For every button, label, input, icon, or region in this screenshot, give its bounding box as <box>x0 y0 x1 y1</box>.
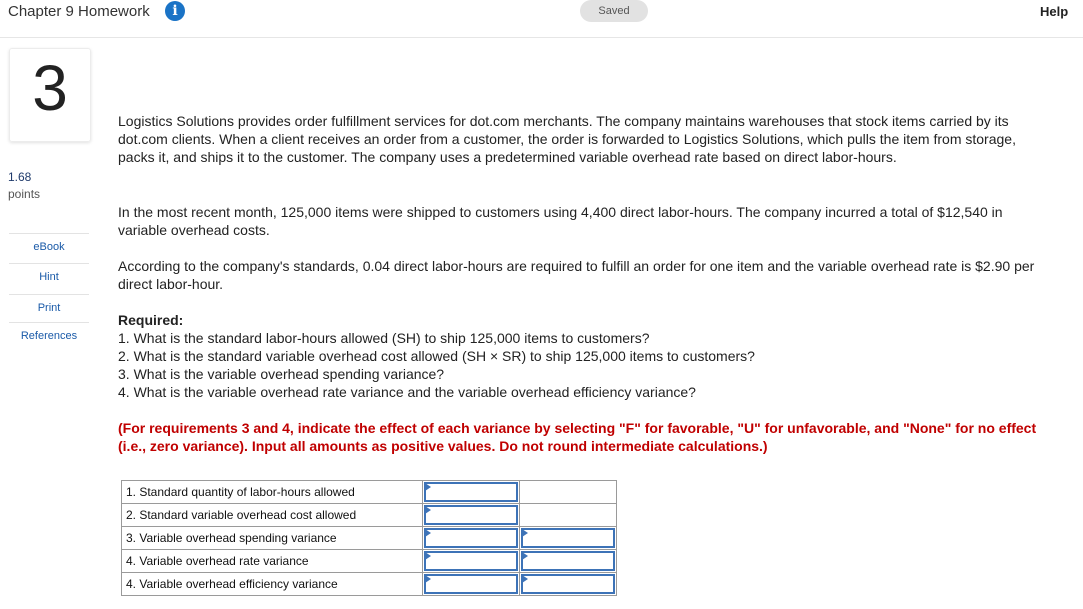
required-item: 4. What is the variable overhead rate variance and the variable overhead efficiency variance? <box>118 384 696 400</box>
row-label: 4. Variable overhead efficiency variance <box>122 573 423 596</box>
required-section <box>118 311 755 401</box>
help-link[interactable]: Help <box>1040 4 1069 19</box>
answer-table <box>121 480 617 596</box>
required-item: 3. What is the variable overhead spending variance? <box>118 366 445 382</box>
hint-button[interactable]: Hint <box>9 263 89 291</box>
instructions-text: (For requirements 3 and 4, indicate the effect of each variance by selecting "F" for favorable, "U" for unfavorable, and "None" for no effect (i.e., zero variance). Input all amounts as positive values. Do not round intermediate calculations.) <box>118 420 1037 454</box>
amount-input[interactable] <box>424 505 518 525</box>
references-button[interactable]: References <box>9 322 89 350</box>
amount-input[interactable] <box>424 528 518 548</box>
top-bar <box>0 0 1083 38</box>
table-row <box>122 504 617 527</box>
saved-status-badge: Saved <box>580 0 648 22</box>
row-label: 1. Standard quantity of labor-hours allowed <box>122 481 423 504</box>
info-icon[interactable]: i <box>165 1 185 21</box>
empty-cell <box>520 504 617 527</box>
amount-input[interactable] <box>424 574 518 594</box>
problem-paragraph-3: According to the company's standards, 0.04 direct labor-hours are required to fulfill an order for one item and the variable overhead rate is $2.90 per direct labor-hour. <box>118 258 1035 292</box>
problem-paragraph-2: In the most recent month, 125,000 items were shipped to customers using 4,400 direct labor-hours. The company incurred a total of $12,540 in variable overhead costs. <box>118 204 1003 238</box>
empty-cell <box>520 481 617 504</box>
table-row <box>122 573 617 596</box>
amount-input[interactable] <box>424 551 518 571</box>
effect-select[interactable] <box>521 551 615 571</box>
required-title: Required: <box>118 312 184 328</box>
problem-paragraph-1: Logistics Solutions provides order fulfillment services for dot.com merchants. The company maintains warehouses that stock items carried by its dot.com clients. When a client receives an order from a customer, the order is forwarded to Logistics Solutions, which pulls the item from storage, packs it, and ships it to the customer. The company uses a predetermined variable overhead rate based on direct labor-hours. <box>118 113 1016 165</box>
assignment-title: Chapter 9 Homework <box>8 3 150 20</box>
print-button[interactable]: Print <box>9 294 89 322</box>
required-item: 1. What is the standard labor-hours allowed (SH) to ship 125,000 items to customers? <box>118 330 650 346</box>
required-item: 2. What is the standard variable overhead cost allowed (SH × SR) to ship 125,000 items to customers? <box>118 348 755 364</box>
row-label: 3. Variable overhead spending variance <box>122 527 423 550</box>
row-label: 2. Standard variable overhead cost allowed <box>122 504 423 527</box>
table-row <box>122 527 617 550</box>
question-number-box <box>9 48 91 142</box>
points-label: points <box>8 187 41 201</box>
points-value: 1.68 <box>8 170 32 184</box>
effect-select[interactable] <box>521 528 615 548</box>
table-row <box>122 481 617 504</box>
table-row <box>122 550 617 573</box>
amount-input[interactable] <box>424 482 518 502</box>
question-number: 3 <box>32 52 68 124</box>
ebook-button[interactable]: eBook <box>9 233 89 261</box>
effect-select[interactable] <box>521 574 615 594</box>
row-label: 4. Variable overhead rate variance <box>122 550 423 573</box>
